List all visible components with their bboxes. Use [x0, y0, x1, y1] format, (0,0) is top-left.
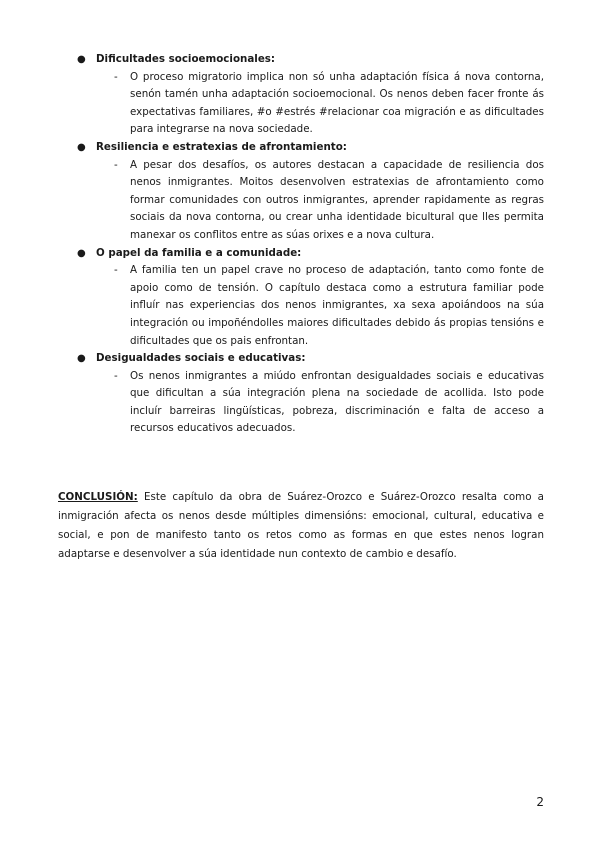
section-heading: O papel da familia e a comunidade: — [96, 246, 302, 259]
section-family — [58, 245, 544, 351]
section-heading-row — [58, 350, 544, 368]
section-detail-text: Os nenos inmigrantes a miúdo enfrontan desigualdades sociais e educativas que dificultan a súa integración plena na sociedade de acollida. Isto pode incluír barreiras lingüísticas, pobreza, discriminación e falta de acceso a recursos educativos adecuados. — [130, 369, 544, 435]
section-resilience — [58, 139, 544, 245]
section-detail-text: O proceso migratorio implica non só unha adaptación física á nova contorna, senón tamén unha adaptación socioemocional. Os nenos deben facer fronte ás expectativas familiares, #o #estrés #relacionar coa migración e as dificultades para integrarse na nova sociedade. — [130, 70, 544, 136]
dash-marker: - — [114, 264, 118, 277]
conclusion-label: CONCLUSIÓN: — [58, 491, 138, 504]
section-detail-row — [58, 69, 544, 139]
section-detail-row — [58, 368, 544, 438]
section-detail-text: A pesar dos desafíos, os autores destacan a capacidade de resiliencia dos nenos inmigrantes. Moitos desenvolven estratexias de afrontamiento como formar comunidades con outros inmigrantes, aprender rapidamente as regras sociais da nova contorna, ou crear unha identidade bicultural que lles permita manexar os conflitos entre as súas orixes e a nova cultura. — [130, 158, 544, 241]
section-heading-row — [58, 245, 544, 263]
conclusion-text: Este capítulo da obra de Suárez-Orozco e Suárez-Orozco resalta como a inmigración afecta os nenos desde múltiples dimensións: emocional, cultural, educativa e social, e pon de manifesto tanto os retos como as formas en que estes nenos logran adaptarse e desenvolver a súa identidade nun contexto de cambio e desafío. — [58, 491, 544, 561]
section-socioemotional — [58, 51, 544, 139]
bullet-icon: ● — [77, 54, 86, 65]
bullet-icon: ● — [77, 247, 86, 259]
section-inequalities — [58, 350, 544, 438]
dash-marker: - — [114, 158, 118, 171]
dash-marker: - — [114, 369, 118, 382]
section-heading: Resiliencia e estratexias de afrontamiento: — [96, 140, 347, 153]
section-list — [58, 51, 544, 438]
section-heading-row — [58, 139, 544, 157]
page-number: 2 — [536, 795, 544, 809]
section-heading: Desigualdades sociais e educativas: — [96, 352, 306, 365]
dash-marker: - — [114, 70, 118, 83]
section-detail-row — [58, 262, 544, 350]
section-detail-row — [58, 157, 544, 245]
section-heading-row — [58, 51, 544, 69]
bullet-icon: ● — [77, 141, 86, 153]
section-heading: Dificultades socioemocionales: — [96, 53, 276, 65]
bullet-icon: ● — [77, 353, 86, 365]
section-detail-text: A familia ten un papel crave no proceso de adaptación, tanto como fonte de apoio como de tensión. O capítulo destaca como a estrutura familiar pode influír nas experiencias dos nenos inmigrantes, xa sexa apoiándoos na súa integración ou impoñéndolles maiores dificultades debido ás propias tensións e dificultades que os pais enfrontan. — [130, 264, 544, 347]
conclusion-paragraph — [58, 488, 544, 564]
